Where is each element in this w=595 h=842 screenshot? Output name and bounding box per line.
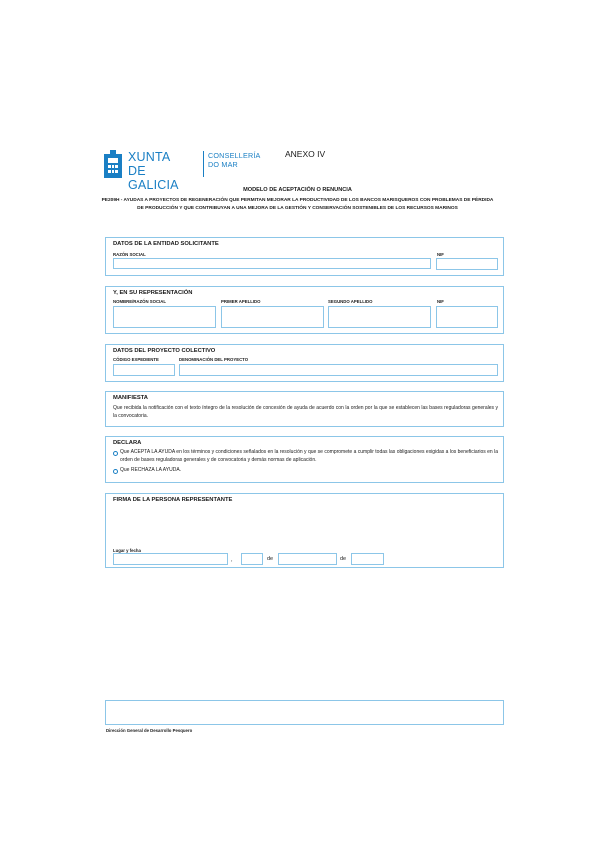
- consellaria-line2: DO MAR: [208, 160, 238, 169]
- razon-social-label: RAZÓN SOCIAL: [113, 252, 146, 257]
- accept-radio[interactable]: [113, 451, 118, 456]
- codigo-expediente-label: CÓDIGO EXPEDIENTE: [113, 357, 159, 362]
- section-firma: [105, 493, 504, 568]
- de-separator-1: de: [267, 556, 274, 562]
- lugar-fecha-label: Lugar y fecha: [113, 548, 141, 553]
- section-manifiesta: [105, 391, 504, 427]
- reject-option-text: Que RECHAZA LA AYUDA.: [120, 467, 182, 473]
- nif-field[interactable]: [436, 258, 498, 270]
- section-title: DATOS DE LA ENTIDAD SOLICITANTE: [113, 241, 219, 247]
- accept-option-text: Que ACEPTA LA AYUDA en los términos y condiciones señalados en la resolución y que se compromete a cumplir todas las obligaciones exigidas a los beneficiarios en la orden de bases reguladoras generales y de convocatoria y demás normas de aplicación.: [120, 449, 498, 463]
- consellaria-line1: CONSELLERÍA: [208, 151, 261, 160]
- denominacion-field[interactable]: [179, 364, 498, 376]
- lugar-field[interactable]: [113, 553, 228, 565]
- section-proyecto: [105, 344, 504, 382]
- nombre-label: NOMBRE/RAZÓN SOCIAL: [113, 299, 166, 304]
- logo-divider: [203, 151, 204, 177]
- denominacion-label: DENOMINACIÓN DEL PROYECTO: [179, 357, 249, 362]
- annex-label: ANEXO IV: [285, 149, 326, 159]
- section-title: Y, EN SU REPRESENTACIÓN: [113, 290, 193, 296]
- day-field[interactable]: [241, 553, 263, 565]
- reject-radio[interactable]: [113, 469, 118, 474]
- comma-separator: ,: [231, 557, 233, 563]
- logo-line1: XUNTA: [128, 150, 171, 164]
- nif-label: NIF: [437, 299, 444, 304]
- month-field[interactable]: [278, 553, 337, 565]
- de-separator-2: de: [340, 556, 347, 562]
- section-title: DECLARA: [113, 440, 142, 446]
- primer-apellido-field[interactable]: [221, 306, 324, 328]
- nombre-field[interactable]: [113, 306, 216, 328]
- segundo-apellido-label: SEGUNDO APELLIDO: [328, 299, 373, 304]
- razon-social-field[interactable]: [113, 258, 431, 269]
- nif-label: NIF: [437, 252, 444, 257]
- footer-department: Dirección General de Desarrollo Pesquero: [106, 728, 193, 733]
- registry-box: [105, 700, 504, 725]
- year-field[interactable]: [351, 553, 384, 565]
- segundo-apellido-field[interactable]: [328, 306, 431, 328]
- codigo-expediente-field[interactable]: [113, 364, 175, 376]
- manifiesta-text: Que recibida la notificación con el texto íntegro de la resolución de concesión de ayuda de acuerdo con la orden por la que se establecen las bases reguladoras generales y la convocatoria.: [113, 405, 498, 419]
- logo-wordmark: [128, 150, 179, 192]
- section-title: MANIFIESTA: [113, 395, 148, 401]
- section-representacion: [105, 286, 504, 334]
- galicia-coat-of-arms-icon: [104, 150, 122, 178]
- section-title: FIRMA DE LA PERSONA REPRESENTANTE: [113, 497, 233, 503]
- section-entidad: [105, 237, 504, 276]
- section-declara: [105, 436, 504, 483]
- document-subtitle: PE209H - AYUDAS A PROYECTOS DE REGENERACIÓN QUE PERMITAN MEJORAR LA PRODUCTIVIDAD DE LOS BANCOS MARISQUEROS CON PROBLEMAS DE PÉRDIDA DE PRODUCCIÓN Y QUE CONTRIBUYAN A UNA MEJORA DE LA GESTIÓN Y CONSERVACIÓN SOSTENIBLES DE LOS RECURSOS MARINOS: [101, 198, 494, 211]
- primer-apellido-label: PRIMER APELLIDO: [221, 299, 261, 304]
- consellaria-label: [208, 151, 261, 169]
- nif-field[interactable]: [436, 306, 498, 328]
- document-title: MODELO DE ACEPTACIÓN O RENUNCIA: [243, 187, 352, 193]
- logo-line2: DE GALICIA: [128, 164, 179, 192]
- section-title: DATOS DEL PROYECTO COLECTIVO: [113, 348, 216, 354]
